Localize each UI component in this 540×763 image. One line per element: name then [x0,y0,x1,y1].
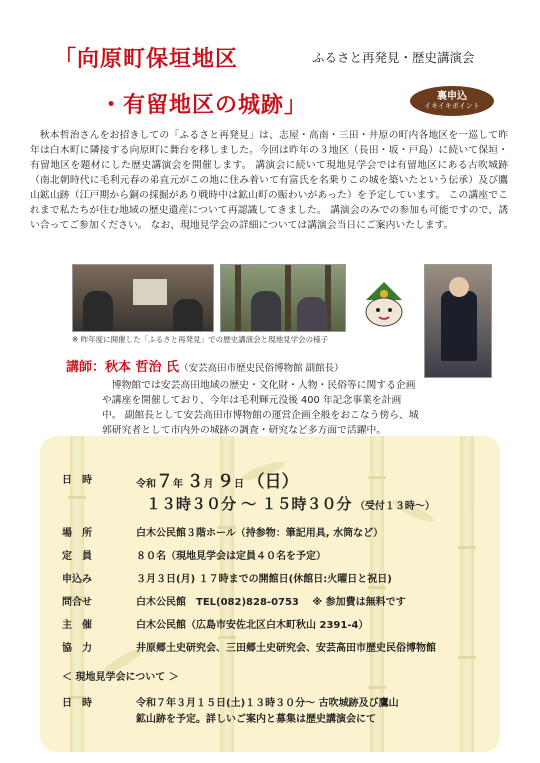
title-line-2: ・有留地区の城跡」 [100,92,308,118]
contact-value: 白木公民館 TEL(082)828-0753 ※ 参加費は無料です [136,597,406,608]
apply-value: ３月３日(月) １７時までの開館日(休館日:火曜日と祝日) [136,574,392,585]
host-value: 白木公民館（広島市安佐北区白木町秋山 2391-4） [136,620,369,631]
place-value: 白木公民館３階ホール（持参物：筆記用具, 水筒など） [136,528,384,539]
coop-value: 井原郷土史研究会、三田郷土史研究会、安芸高田市歴史民俗博物館 [136,643,436,654]
field-trip-photo [220,264,346,332]
points-badge [410,86,494,116]
host-label: 主 催 [62,620,92,631]
contact-label: 問合せ [62,597,92,608]
date-label: 日 時 [62,475,92,486]
armor-portrait-photo [424,264,492,378]
event-info-panel [40,436,500,752]
capacity-value: ８０名（現地見学会は定員４０名を予定） [136,551,326,562]
tour-line-1: 令和７年３月１５日(土)１３時３０分～ 古吹城跡及び鷹山 [136,698,399,709]
date-value: 令和７年 ３月 ９日 （日） [136,472,299,492]
intro-text: 秋本哲治さんをお招きしての「ふるさと再発見」は、志屋・高南・三田・井原の町内各地区を一巡して昨年は白木町に隣接する向原町に舞台を移しました。今回は昨年の３地区（長田・坂・戸島）に続いて保垣・有留地区を題材にした歴史講演会を開催します。 講演会に続いて現地見学会では有留地区にある古吹城跡（南北朝時代に毛利元春の弟直元がこの地に住み着いて有富氏を名乗りこの城を築いたという伝承）及び鷹山鉱山跡（江戸期から銅の採掘があり戦時中は鉱山町の賑わいがあった）を予定しています。 この講座でこれまで私たちが住む地域の歴史遺産について再認識してきました。 講演会のみでの参加も可能ですので、誘い合ってご参加ください。 なお、現地見学会の詳細については講演会当日にご案内いたします。 [30,130,508,231]
tour-line-2: 鉱山跡を予定。詳しいご案内と募集は歴史講演会にて [136,714,376,725]
apply-label: 申込み [62,574,92,585]
lecturer-description: 博物館では安芸高田地域の歴史・文化財・人物・民俗等に関する企画や講座を開催しており、今年は毛利輝元没後 400 年記念事業を計画中。 副館長として安芸高田市博物館の運営企画全般をおこなう傍ら、城郭研究者として市内外の城跡の調査・研究など多方面で活躍中。 [102,380,419,436]
subtitle: ふるさと再発見・歴史講演会 [312,50,475,65]
place-label: 場 所 [62,528,92,539]
lecturer-heading [66,356,344,375]
mascot-illustration [356,280,412,330]
lecture-photo [72,264,214,332]
time-value: １３時３０分 ～ １５時３０分 （受付１３時～） [146,495,435,513]
tour-heading: ＜ 現地見学会について ＞ [62,672,179,683]
title-line-1: 「向原町保垣地区 [54,46,239,72]
capacity-label: 定 員 [62,551,92,562]
badge-main: 裏申込 [437,91,467,102]
lecturer-name: 講師：秋本 哲治 氏 [66,360,180,375]
lecturer-affiliation: （安芸高田市歴史民俗博物館 副館長） [179,363,344,374]
tour-label: 日 時 [62,698,92,709]
photo-caption: ※ 昨年度に開催した「ふるさと再発見」での歴史講演会と現地見学会の様子 [72,335,329,344]
coop-label: 協 力 [62,643,92,654]
badge-sub: イキイキポイント [424,102,480,110]
